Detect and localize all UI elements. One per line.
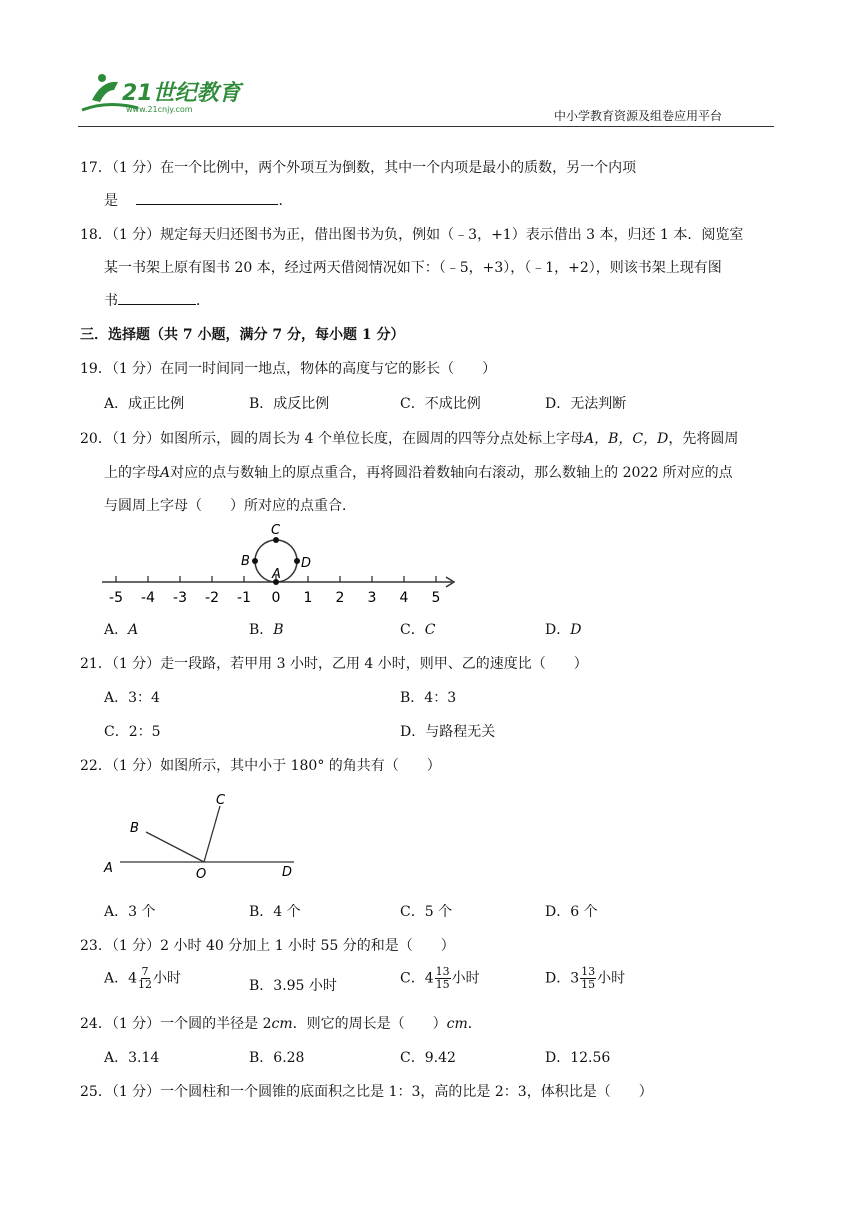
q24-option-b[interactable]: B．6.28 [249, 1050, 305, 1066]
q20-line1 [80, 428, 738, 448]
q20-line2-text: 上的字母 [104, 465, 160, 481]
logo-runner-icon [78, 70, 258, 118]
q17-answer-blank[interactable] [136, 190, 278, 205]
tick-label: -1 [237, 590, 251, 606]
q24-stem: 24．（1 分）一个圆的半径是 2cm．则它的周长是（ ）cm． [80, 1016, 482, 1032]
tick-label: -2 [205, 590, 219, 606]
q19-option-a[interactable]: A．成正比例 [104, 396, 185, 412]
label-o: O [196, 867, 207, 882]
tick-label: 5 [431, 590, 441, 606]
svg-text:21世纪教育: 21世纪教育 [122, 81, 241, 106]
tick-label: 2 [335, 590, 345, 606]
svg-text:www.21cnjy.com: www.21cnjy.com [126, 105, 193, 114]
q22-option-c[interactable]: C．5 个 [400, 904, 453, 920]
q24-option-a[interactable]: A．3.14 [104, 1050, 160, 1066]
header-divider [78, 126, 774, 127]
q20-option-d[interactable]: D．D [545, 622, 582, 638]
tick-label: -3 [173, 590, 187, 606]
q23-stem: 23．（1 分）2 小时 40 分加上 1 小时 55 分的和是（ ） [80, 938, 455, 954]
section-title: 三．选择题（共 7 小题，满分 7 分，每小题 1 分） [80, 327, 405, 343]
label-a: A [272, 567, 281, 582]
label-b: B [241, 554, 250, 569]
q18-answer-blank[interactable] [118, 290, 196, 305]
q22-option-d[interactable]: D．6 个 [545, 904, 598, 920]
q18-line1: 18．（1 分）规定每天归还图书为正，借出图书为负，例如（﹣3，+1）表示借出 3 本，归还 1 本．阅览室 [80, 227, 744, 243]
q20-option-c[interactable]: C．C [400, 622, 436, 638]
q21-option-b[interactable]: B．4：3 [400, 690, 457, 706]
tick-label: -5 [109, 590, 123, 606]
q19-option-d[interactable]: D．无法判断 [545, 396, 627, 412]
q23-option-a[interactable]: A．4 $\frac{7}{12}$ 小时 [104, 965, 182, 991]
tick-label: 1 [303, 590, 313, 606]
q23-option-d[interactable]: D．3 $\frac{13}{15}$ 小时 [545, 965, 626, 991]
q17-line1: 17．（1 分）在一个比例中，两个外项互为倒数，其中一个内项是最小的质数，另一个内项 [80, 160, 637, 176]
q18-line3 [104, 290, 210, 310]
ray-oc [204, 806, 220, 862]
ray-ob [146, 832, 204, 862]
q18-line2: 某一书架上原有图书 20 本，经过两天借阅情况如下：（﹣5，+3），（﹣1，+2），则该书架上现有图 [104, 260, 722, 276]
q19-option-b[interactable]: B．成反比例 [249, 396, 330, 412]
q21-option-d[interactable]: D．与路程无关 [400, 724, 496, 740]
tick-label: -4 [141, 590, 155, 606]
fraction: $\frac{13}{15}$ [435, 965, 450, 991]
q20-line2-tail: 对应的点与数轴上的原点重合，再将圆沿着数轴向右滚动，那么数轴上的 2022 所对应的点 [170, 465, 733, 481]
q20-option-b[interactable]: B．B [249, 622, 284, 638]
q18-prefix: 书 [104, 293, 118, 309]
q20-line3: 与圆周上字母（ ）所对应的点重合． [104, 498, 356, 514]
q20-line2 [104, 462, 733, 482]
q18-suffix: ． [196, 293, 210, 309]
q19-stem: 19．（1 分）在同一时间同一地点，物体的高度与它的影长（ ） [80, 361, 497, 377]
q23-option-c[interactable]: C．4 $\frac{13}{15}$ 小时 [400, 965, 480, 991]
tick-label: 0 [271, 590, 281, 606]
q21-option-a[interactable]: A．3：4 [104, 690, 160, 706]
q22-stem: 22．（1 分）如图所示，其中小于 180° 的角共有（ ） [80, 758, 441, 774]
q20-line2-letter: A [160, 465, 171, 481]
q21-option-c[interactable]: C．2：5 [104, 724, 161, 740]
label-a: A [104, 861, 113, 876]
point-b [252, 558, 258, 564]
q20-option-a[interactable]: A．A [104, 622, 139, 638]
q21-stem: 21．（1 分）走一段路，若甲用 3 小时，乙用 4 小时，则甲、乙的速度比（ ） [80, 656, 588, 672]
fraction: $\frac{13}{15}$ [581, 965, 596, 991]
q17-prefix: 是 [104, 193, 118, 209]
angle-figure [98, 786, 308, 882]
q25-stem: 25．（1 分）一个圆柱和一个圆锥的底面积之比是 1：3，高的比是 2：3，体积比是（ ） [80, 1084, 653, 1100]
label-d: D [301, 556, 312, 571]
fraction: $\frac{7}{12}$ [138, 965, 153, 991]
logo [78, 70, 258, 118]
point-d [294, 558, 300, 564]
q20-letters: A，B，C，D [583, 431, 669, 447]
q17-line2 [104, 190, 292, 210]
tick-label: 4 [399, 590, 409, 606]
label-d: D [282, 865, 293, 880]
platform-title: 中小学教育资源及组卷应用平台 [554, 109, 723, 123]
q20-line1-text: 20．（1 分）如图所示，圆的周长为 4 个单位长度，在圆周的四等分点处标上字母 [80, 431, 584, 447]
label-c: C [271, 523, 281, 538]
number-line-figure [96, 520, 466, 612]
q17-suffix: ． [278, 193, 293, 209]
q23-option-b[interactable]: B．3.95 小时 [249, 978, 337, 994]
tick-label: 3 [367, 590, 377, 606]
q22-option-b[interactable]: B．4 个 [249, 904, 301, 920]
q19-option-c[interactable]: C．不成比例 [400, 396, 481, 412]
label-b: B [130, 821, 139, 836]
q22-option-a[interactable]: A．3 个 [104, 904, 156, 920]
q20-line1-tail: ，先将圆周 [668, 431, 739, 447]
q24-option-c[interactable]: C．9.42 [400, 1050, 456, 1066]
q24-option-d[interactable]: D．12.56 [545, 1050, 611, 1066]
label-c: C [216, 793, 226, 808]
